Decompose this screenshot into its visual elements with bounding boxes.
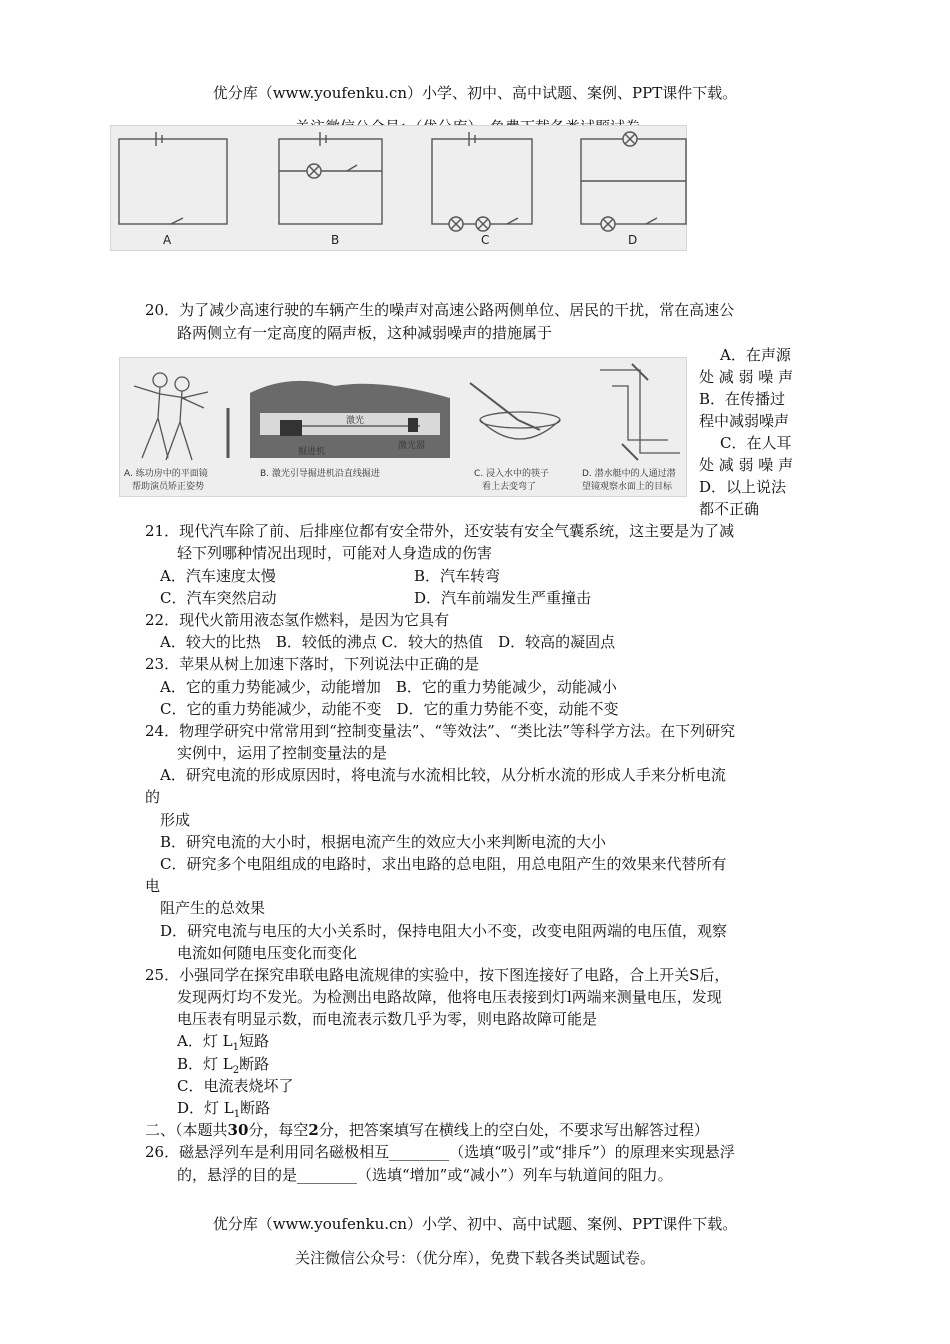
q25-option-d-pre: D．灯 L (177, 1099, 234, 1117)
optics-figure-svg (120, 358, 686, 496)
q24-option-d-2: 电流如何随电压变化而变化 (177, 944, 358, 962)
optics-panel-d (600, 364, 680, 460)
optics-label-laser: 激光 (346, 416, 365, 426)
q23-options-cd: C．它的重力势能减少，动能不变 D．它的重力势能不变，动能不变 (160, 700, 619, 718)
q25-option-d-post: 断路 (240, 1099, 271, 1117)
q25-option-a-pre: A．灯 L (177, 1032, 233, 1050)
optics-caption-c-1: C. 浸入水中的筷子 (474, 469, 550, 479)
circuit-label-c: C (481, 233, 490, 247)
q20-option-b-1: B．在传播过 (699, 390, 786, 408)
q25-option-a-post: 短路 (238, 1032, 269, 1050)
q24-option-d-1: D．研究电流与电压的大小关系时，保持电阻大小不变，改变电阻两端的电压值，观察 (160, 922, 728, 940)
q25-line-2: 发现两灯均不发光。为检测出电路故障，他将电压表接到灯l两端来测量电压，发现 (177, 988, 722, 1006)
q24-option-a-2: 的 (145, 788, 161, 806)
q24-option-c-3: 阻产生的总效果 (160, 899, 266, 917)
q20-option-a-2: 处 减 弱 噪 声 (699, 368, 794, 386)
q26-line-2: 的，悬浮的目的是________（选填“增加”或“减小”）列车与轨道间的阻力。 (177, 1166, 673, 1184)
q23-line-1: 23．苹果从树上加速下落时，下列说法中正确的是 (145, 655, 480, 673)
q20-option-c-2: 处 减 弱 噪 声 (699, 456, 794, 474)
circuit-b-wire (279, 139, 382, 224)
optics-figure (119, 357, 687, 497)
q25-line-3: 电压表有明显示数，而电流表示数几乎为零，则电路故障可能是 (177, 1010, 598, 1028)
q20-option-d-1: D．以上说法 (699, 478, 787, 496)
q20-option-c-1: C．在人耳 (720, 434, 792, 452)
q20-line-2: 路两侧立有一定高度的隔声板，这种减弱噪声的措施属于 (177, 324, 553, 342)
optics-caption-d-1: D. 潜水艇中的人通过潜 (582, 469, 676, 479)
section-2-mid: 分，每空 (248, 1121, 309, 1139)
q22-line-1: 22．现代火箭用液态氢作燃料，是因为它具有 (145, 611, 450, 629)
q25-option-d-sub: 1 (233, 1109, 241, 1120)
q24-line-2: 实例中，运用了控制变量法的是 (177, 744, 388, 762)
q24-line-1: 24．物理学研究中常常用到“控制变量法”、“等效法”、“类比法”等科学方法。在下列研究 (145, 722, 736, 740)
q24-option-a-1: A．研究电流的形成原因时，将电流与水流相比较，从分析水流的形成人手来分析电流 (160, 766, 726, 784)
q21-line-1: 21．现代汽车除了前、后排座位都有安全带外，还安装有安全气囊系统，这主要是为了减 (145, 522, 735, 540)
q24-option-b: B．研究电流的大小时，根据电流产生的效应大小来判断电流的大小 (160, 833, 607, 851)
optics-label-tunneler: 掘进机 (298, 447, 326, 457)
q21-option-d: D．汽车前端发生严重撞击 (414, 589, 592, 607)
q20-line-1: 20．为了减少高速行驶的车辆产生的噪声对高速公路两侧单位、居民的干扰，常在高速公 (145, 301, 735, 319)
optics-label-laser-device: 激光器 (398, 441, 426, 451)
section-2-each: 2 (308, 1121, 319, 1139)
q22-options: A．较大的比热 B．较低的沸点 C．较大的热值 D．较高的凝固点 (160, 633, 616, 651)
q24-option-c-1: C．研究多个电阻组成的电路时，求出电路的总电阻，用总电阻产生的效果来代替所有 (160, 855, 727, 873)
q25-option-c: C．电流表烧坏了 (177, 1077, 294, 1095)
q21-option-a: A．汽车速度太慢 (160, 567, 276, 585)
q25-option-b-sub: 2 (232, 1065, 240, 1076)
optics-panel-c (470, 383, 560, 439)
optics-caption-a-2: 帮助演员矫正姿势 (132, 482, 205, 492)
circuit-label-b: B (331, 233, 340, 247)
q21-line-2: 轻下列哪种情况出现时，可能对人身造成的伤害 (177, 544, 493, 562)
circuit-diagrams-svg (111, 126, 686, 250)
optics-caption-a-1: A. 练功房中的平面镜 (124, 469, 208, 479)
q24-option-c-2: 电 (145, 877, 161, 895)
q25-option-b-pre: B．灯 L (177, 1055, 233, 1073)
section-2-heading (145, 1119, 709, 1141)
optics-panel-a (134, 373, 228, 460)
optics-caption-c-2: 看上去变弯了 (482, 482, 537, 492)
optics-caption-d-2: 望镜观察水面上的目标 (582, 482, 673, 492)
footer-line-1: 优分库（www.youfenku.cn）小学、初中、高中试题、案例、PPT课件下载。 (212, 1215, 738, 1233)
q26-line-1: 26．磁悬浮列车是利用同名磁极相互________（选填“吸引”或“排斥”）的原理来实现悬浮 (145, 1143, 735, 1161)
q25-line-1: 25．小强同学在探究串联电路电流规律的实验中，按下图连接好了电路，合上开关S后， (145, 966, 730, 984)
optics-caption-b: B. 激光引导掘进机沿直线掘进 (260, 469, 380, 479)
circuit-label-d: D (628, 233, 638, 247)
circuit-a-wire (119, 139, 227, 224)
q20-option-d-2: 都不正确 (699, 500, 760, 518)
q23-options-ab: A．它的重力势能减少，动能增加 B．它的重力势能减少，动能减小 (160, 678, 617, 696)
circuit-label-a: A (163, 233, 172, 247)
q21-option-b: B．汽车转弯 (414, 567, 501, 585)
q24-option-a-3: 形成 (160, 811, 191, 829)
section-2-total: 30 (227, 1121, 249, 1139)
footer-line-2: 关注微信公众号：（优分库），免费下载各类试题试卷。 (294, 1249, 655, 1267)
header-line-1: 优分库（www.youfenku.cn）小学、初中、高中试题、案例、PPT课件下载。 (212, 84, 738, 102)
q21-option-c: C．汽车突然启动 (160, 589, 277, 607)
q25-option-b-post: 断路 (239, 1055, 270, 1073)
q25-option-a-sub: 1 (232, 1042, 239, 1053)
q20-option-b-2: 程中减弱噪声 (699, 412, 790, 430)
q20-option-a-1: A．在声源 (720, 346, 791, 364)
circuit-c-wire (432, 139, 532, 224)
section-2-post: 分，把答案填写在横线上的空白处，不要求写出解答过程） (318, 1121, 709, 1139)
section-2-pre: 二、（本题共 (145, 1121, 228, 1139)
circuit-diagrams-figure (110, 125, 687, 251)
